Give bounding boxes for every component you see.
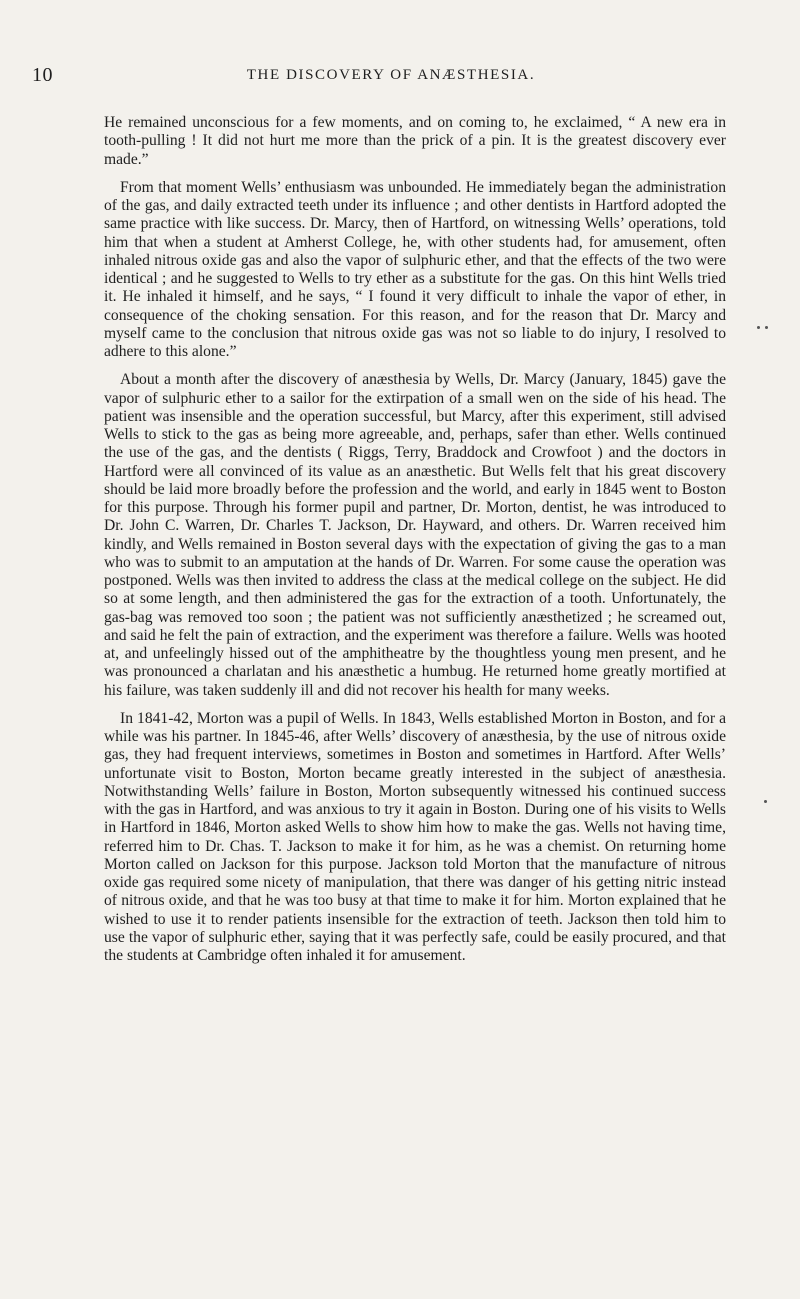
running-head: [32, 64, 750, 92]
paragraph-2: From that moment Wells’ enthusiasm was unbounded. He immediately began the administration of the gas, and daily extracted teeth under its influence ; and other dentists in Hartford adopted the same practice with like success. Dr. Marcy, then of Hartford, on witnessing Wells’ operations, told him that when a student at Amherst College, he, with other students had, for amusement, often inhaled nitrous oxide gas and also the vapor of sulphuric ether, and that the effects of the two were identical ; and he suggested to Wells to try ether as a substitute for the gas. On this hint Wells tried it. He inhaled it himself, and he says, “ I found it very difficult to inhale the vapor of ether, in consequence of the choking sensation. For this reason, and for the reason that Dr. Marcy and myself came to the conclusion that nitrous oxide gas was not so liable to do injury, I resolved to adhere to this alone.”: [104, 178, 726, 360]
paragraph-3: About a month after the discovery of anæsthesia by Wells, Dr. Marcy (January, 1845) gave the vapor of sulphuric ether to a sailor for the extirpation of a small wen on the side of his head. The patient was insensible and the operation successful, but Marcy, after this experiment, still advised Wells to stick to the gas as being more agreeable, and, perhaps, safer than ether. Wells continued the use of the gas, and the dentists ( Riggs, Terry, Braddock and Crowfoot ) and the doctors in Hartford were all convinced of its value as an anæsthetic. But Wells felt that his great discovery should be laid more broadly before the profession and the world, and early in 1845 went to Boston for this purpose. Through his former pupil and partner, Dr. Morton, dentist, he was introduced to Dr. John C. Warren, Dr. Charles T. Jackson, Dr. Hayward, and others. Dr. Warren received him kindly, and Wells remained in Boston several days with the expectation of giving the gas to a man who was to submit to an amputation at the hands of Dr. Warren. For some cause the operation was postponed. Wells was then invited to address the class at the medical college on the subject. He did so at some length, and then administered the gas for the extraction of a tooth. Unfortunately, the gas-bag was removed too soon ; the patient was not sufficiently anæsthetized ; he screamed out, and said he felt the pain of extraction, and the experiment was therefore a failure. Wells was hooted at, and unfeelingly hissed out of the amphitheatre by the thoughtless young men present, and he was pronounced a charlatan and his anæsthetic a humbug. He returned home greatly mortified at his failure, was taken suddenly ill and did not recover his health for many weeks.: [104, 371, 726, 699]
ink-speck: [764, 800, 767, 803]
page-number: 10: [32, 64, 53, 86]
paragraph-1: He remained unconscious for a few moments, and on coming to, he exclaimed, “ A new era in tooth-pulling ! It did not hurt me more than the prick of a pin. It is the greatest discovery ever made.”: [104, 114, 726, 168]
paragraph-4: In 1841-42, Morton was a pupil of Wells. In 1843, Wells established Morton in Boston, and for a while was his partner. In 1845-46, after Wells’ discovery of anæsthesia, by the use of nitrous oxide gas, they had frequent interviews, sometimes in Boston and sometimes in Hartford. After Wells’ unfortunate visit to Boston, Morton became greatly interested in the subject of anæsthesia. Notwithstanding Wells’ failure in Boston, Morton subsequently witnessed his continued success with the gas in Hartford, and was anxious to try it again in Boston. During one of his visits to Wells in Hartford in 1846, Morton asked Wells to show him how to make the gas. Wells not having time, referred him to Dr. Chas. T. Jackson to make it for him, as he was a chemist. On returning home Morton called on Jackson for this purpose. Jackson told Morton that the manufacture of nitrous oxide gas required some nicety of manipulation, that there was danger of his getting nitric instead of nitrous oxide, and that he was too busy at that time to make it for him. Morton explained that he wished to use it to render patients insensible for the extraction of teeth. Jackson then told him to use the vapor of sulphuric ether, saying that it was perfectly safe, could be easily procured, and that the students at Cambridge often inhaled it for amusement.: [104, 709, 726, 964]
body-text: [104, 114, 726, 975]
ink-speck: [757, 326, 760, 329]
ink-speck: [765, 326, 768, 329]
running-title: THE DISCOVERY OF ANÆSTHESIA.: [246, 67, 536, 83]
